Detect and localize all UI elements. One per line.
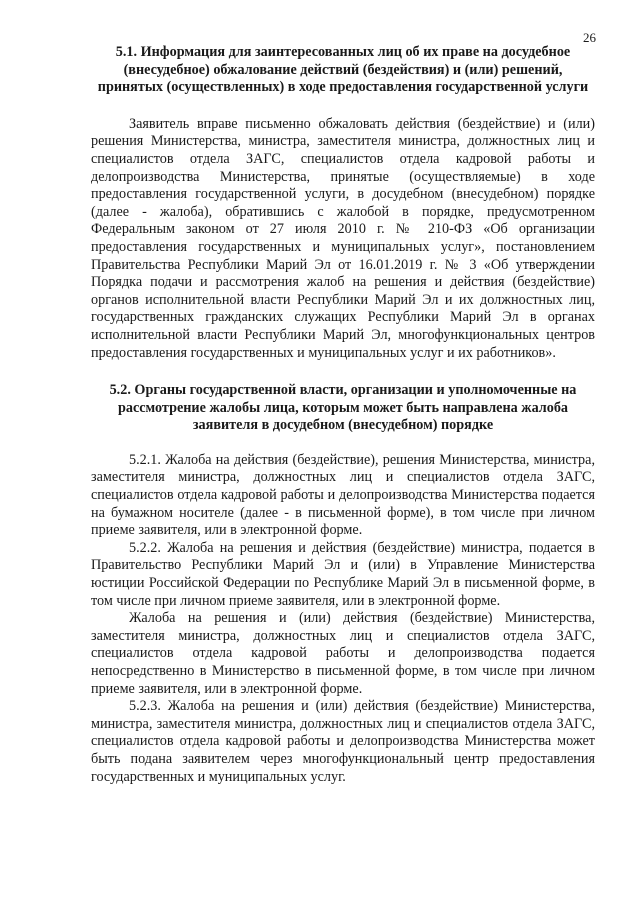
paragraph-5-1-text: Заявитель вправе письменно обжаловать действия (бездействие) и (или) решения Министерства, министра, заместителя министра, должностных лиц и специалистов отдела ЗАГС, специалистов отдела кадровой работы и делопроизводства Министерства, принятые (осуществляемые) в ходе предоставления государственной услуги, в досудебном (внесудебном) порядке (далее - жалоба), обратившись с жалобой в порядке, предусмотренном Федеральным законом от 27 июля 2010 г. № 210-ФЗ «Об организации предоставления государственных и муниципальных услуг», постановлением Правительства Республики Марий Эл от 16.01.2019 г. № 3 «Об утверждении Порядка подачи и рассмотрения жалоб на решения и действия (бездействие) органов исполнительной власти Республики Марий Эл и их должностных лиц, государственных гражданских служащих Республики Марий Эл в органах исполнительной власти Республики Марий Эл, многофункциональных центров предоставления государственных и муниципальных услуг и их работников». [91, 115, 595, 361]
paragraph-5-2-3: 5.2.3. Жалоба на решения и (или) действия (бездействие) Министерства, министра, заместителя министра, должностных лиц и специалистов отдела ЗАГС, специалистов отдела кадровой работы и делопроизводства Министерства может быть подана заявителем через многофункциональный центр предоставления государственных и муниципальных услуг. [91, 698, 595, 785]
document-body [91, 44, 595, 786]
paragraph-5-2-1: 5.2.1. Жалоба на действия (бездействие), решения Министерства, министра, заместителя министра, должностных лиц и специалистов отдела ЗАГС, специалистов отдела кадровой работы и делопроизводства Министерства подается на бумажном носителе (далее - в письменной форме), в том числе при личном приеме заявителя, или в электронной форме. [91, 451, 595, 539]
section-heading-5-1: 5.1. Информация для заинтересованных лиц об их праве на досудебное (внесудебное) обжалование действий (бездействия) и (или) решений, принятых (осуществленных) в ходе предоставления государственной услуги [97, 44, 589, 96]
paragraph-5-2-2-cont: Жалоба на решения и (или) действия (бездействие) Министерства, заместителя министра, должностных лиц и специалистов отдела ЗАГС, специалистов отдела кадровой работы и делопроизводства подается непосредственно в Министерство в письменной форме, в том числе при личном приеме заявителя, или в электронной форме. [91, 610, 595, 697]
paragraph-5-2-2: 5.2.2. Жалоба на решения и действия (бездействие) министра, подается в Правительство Республики Марий Эл и (или) в Управление Министерства юстиции Российской Федерации по Республике Марий Эл в письменной форме, в том числе при личном приеме заявителя, или в электронной форме. [91, 539, 595, 609]
page-number: 26 [583, 30, 596, 45]
section-heading-5-2: 5.2. Органы государственной власти, организации и уполномоченные на рассмотрение жалобы лица, которым может быть направлена жалоба заявителя в досудебном (внесудебном) порядке [109, 382, 577, 434]
